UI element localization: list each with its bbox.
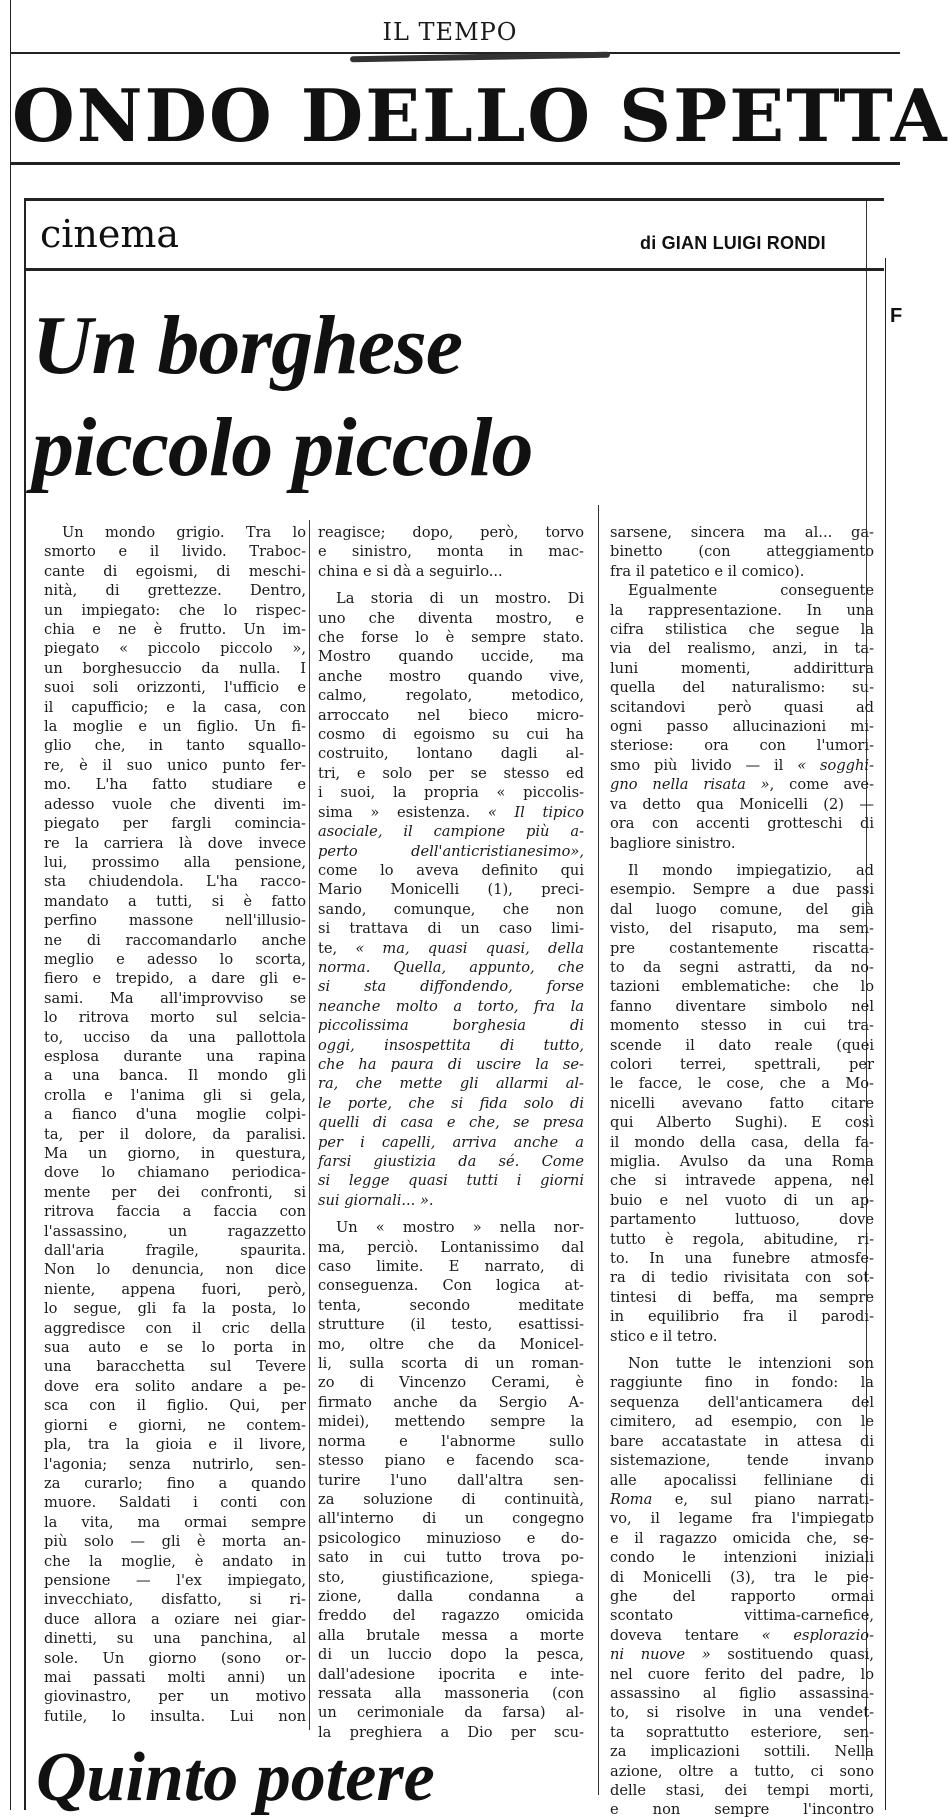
text-line: lui, prossimo alla pensione,: [44, 853, 306, 871]
section-rule: [10, 162, 900, 165]
rubric-rule-top: [24, 198, 884, 201]
text-line: azione, oltre a tutto, ci sono: [610, 1762, 874, 1780]
text-line: piegato « piccolo piccolo »,: [44, 640, 306, 658]
text-line: buio e nel vuoto di un ap-: [610, 1191, 874, 1209]
text-line: to, si risolve in una vendet-: [610, 1704, 874, 1722]
text-line: qui Alberto Sughi). E così: [610, 1114, 874, 1132]
text-line: sistemazione, tende invano: [610, 1452, 874, 1470]
text-line: ora con accenti grotteschi di: [610, 815, 874, 833]
text-line: i suoi, la propria « piccolis-: [318, 784, 584, 802]
text-line: anche mostro quando vive,: [318, 667, 584, 685]
text-line: piegato per fargli comincia-: [44, 815, 306, 833]
text-line: delle stasi, dei tempi morti,: [610, 1782, 874, 1799]
text-line: [610, 756, 874, 775]
text-line: steriose: ora con l'umori-: [610, 737, 874, 755]
text-line: za soluzione di continuità,: [318, 1490, 584, 1508]
text-line: quelli di casa e che, se presa: [318, 1114, 584, 1132]
text-line: freddo del ragazzo omicida: [318, 1607, 584, 1625]
text-line: alla brutale messa a morte: [318, 1626, 584, 1644]
headline-line: piccolo piccolo: [32, 401, 533, 494]
text-line: [610, 1490, 874, 1509]
text-line: a fianco d'una moglie colpi-: [44, 1106, 306, 1124]
text-line: uno che diventa mostro, e: [318, 609, 584, 627]
text-line: tutto è regola, abitudine, ri-: [610, 1230, 874, 1248]
text-run: sostituendo quasi,: [727, 1646, 874, 1664]
text-line: scitandovi però quasi ad: [610, 698, 874, 716]
text-line: cante di egoismi, di meschi-: [44, 562, 306, 580]
text-line: [610, 1645, 874, 1664]
text-line: strutture (il testo, esattissi-: [318, 1316, 584, 1334]
paragraph-gap: [318, 1210, 584, 1218]
text-line: la rappresentazione. In una: [610, 601, 874, 619]
text-line: dinetti, su una panchina, al: [44, 1630, 306, 1648]
text-line: esplosa durante una rapina: [44, 1047, 306, 1065]
text-line: come lo aveva definito qui: [318, 861, 584, 879]
text-line: scende il dato reale (quei: [610, 1036, 874, 1054]
text-line: zo di Vincenzo Cerami, è: [318, 1374, 584, 1392]
text-line: per i capelli, arriva anche a: [318, 1133, 584, 1151]
text-line: bare accatastate in attesa di: [610, 1432, 874, 1450]
text-line: la preghiera a Dio per scu-: [318, 1723, 584, 1741]
text-line: midei), mettendo sempre la: [318, 1413, 584, 1431]
text-line: ta soprattutto esteriore, sen-: [610, 1723, 874, 1741]
text-line: meglio e adesso lo scorta,: [44, 950, 306, 968]
text-line: sui giornali... ».: [318, 1191, 434, 1209]
column-divider: [598, 505, 599, 1795]
text-line: la moglie e un figlio. Un fi-: [44, 718, 306, 736]
section-title: ONDO DELLO SPETTA: [12, 73, 949, 158]
text-line: Ma un giorno, in questura,: [44, 1145, 306, 1162]
paragraph-gap: [610, 853, 874, 861]
text-line: lo ritrova morto sul selcia-: [44, 1009, 306, 1027]
text-line: va detto qua Monicelli (2) —: [610, 795, 874, 813]
text-line: dove era solito andare a pe-: [44, 1377, 306, 1395]
rubric-rule-bottom: [24, 268, 884, 271]
text-run: te,: [318, 939, 338, 957]
text-line: fanno diventare simbolo nel: [610, 997, 874, 1015]
column-divider: [309, 520, 310, 1730]
text-line: chia e ne è frutto. Un im-: [44, 621, 306, 639]
paragraph-gap: [318, 581, 584, 589]
text-line: piccolissima borghesia di: [318, 1017, 584, 1035]
text-line: to, ucciso da una pallottola: [44, 1028, 306, 1046]
italic-quote: Roma: [610, 1490, 653, 1508]
article-column-1: [44, 523, 306, 1726]
text-line: dall'aria fragile, spaurita.: [44, 1242, 306, 1260]
text-line: Non lo denuncia, non dice: [44, 1261, 306, 1279]
text-line: cifra stilistica che segue la: [610, 621, 874, 639]
text-line: mai passati molti anni) un: [44, 1668, 306, 1686]
text-line: quella del naturalismo: su-: [610, 679, 874, 697]
headline-line: Un borghese: [32, 299, 463, 392]
text-line: raggiunte fino in fondo: la: [610, 1374, 874, 1392]
text-line: asociale, il campione più a-: [318, 823, 584, 841]
text-line: e sinistro, monta in mac-: [318, 543, 584, 561]
text-line: pensione — l'ex impiegato,: [44, 1571, 306, 1589]
italic-quote: ni nuove »: [610, 1646, 711, 1664]
text-line: mo, oltre che da Monicel-: [318, 1335, 584, 1353]
text-line: dall'adesione ipocrita e inte-: [318, 1665, 584, 1683]
text-line: ritrova faccia a faccia con: [44, 1203, 306, 1221]
text-line: ogni passo allucinazioni mi-: [610, 718, 874, 736]
text-line: arroccato nel bieco micro-: [318, 706, 584, 724]
text-line: binetto (con atteggiamento: [610, 543, 874, 561]
adjacent-article-fragment: F: [890, 305, 903, 327]
text-line: di Monicelli (3), tra le pie-: [610, 1568, 874, 1586]
text-line: norma. Quella, appunto, che: [318, 958, 584, 976]
text-line: ne di raccomandarlo anche: [44, 931, 306, 949]
text-line: Mostro quando uccide, ma: [318, 648, 584, 666]
text-line: re la carriera là dove invece: [44, 834, 306, 852]
text-line: ra di tedio rivisitata con sot-: [610, 1269, 874, 1287]
text-line: l'agonia; senza nutrirlo, sen-: [44, 1455, 306, 1473]
rubric-label: cinema: [40, 212, 180, 256]
italic-quote: « esplorazio-: [761, 1626, 875, 1644]
text-line: sequenza dell'anticamera del: [610, 1393, 874, 1411]
text-line: Non tutte le intenzioni son: [628, 1355, 874, 1373]
text-line: un cerimoniale da farsa) al-: [318, 1704, 584, 1722]
text-line: dal luogo comune, del già: [610, 900, 874, 918]
text-line: muore. Saldati i conti con: [44, 1494, 306, 1512]
text-line: Un « mostro » nella nor-: [336, 1219, 584, 1237]
text-line: sando, comunque, che non: [318, 900, 584, 918]
text-line: la vita, ma ormai sempre: [44, 1513, 306, 1531]
article-headline: [32, 295, 532, 499]
text-line: si trattava di un caso limi-: [318, 920, 584, 938]
text-line: tintesi di beffa, ma sempre: [610, 1288, 874, 1306]
text-line: pre costantemente riscatta-: [610, 939, 874, 957]
text-line: invecchiato, disfatto, si ri-: [44, 1591, 306, 1609]
text-line: all'interno di un congegno: [318, 1510, 584, 1528]
text-line: assassino al figlio assassina-: [610, 1684, 874, 1702]
text-line: perto dell'anticristianesimo»,: [318, 842, 584, 860]
italic-quote: gno nella risata »: [610, 776, 770, 794]
text-line: [318, 803, 584, 822]
text-line: stico e il tetro.: [610, 1327, 718, 1345]
text-line: sto, giustificazione, spiega-: [318, 1568, 584, 1586]
text-line: to. In una funebre atmosfe-: [610, 1250, 874, 1268]
text-line: li, sulla scorta di un roman-: [318, 1355, 584, 1373]
text-line: ma, perciò. Lontanissimo dal: [318, 1238, 584, 1256]
text-line: oggi, insospettita di tutto,: [318, 1036, 584, 1054]
text-line: sua auto e se lo porta in: [44, 1339, 306, 1357]
text-line: ra, che mette gli allarmi al-: [318, 1075, 584, 1093]
text-line: fra il patetico e il comico).: [610, 562, 805, 580]
text-line: conseguenza. Con logica at-: [318, 1277, 584, 1295]
text-line: sta chiudendola. L'ha racco-: [44, 873, 306, 891]
text-line: che la moglie, è andato in: [44, 1552, 306, 1570]
text-line: sole. Un giorno (sono or-: [44, 1649, 306, 1667]
text-line: tri, e solo per se stesso ed: [318, 764, 584, 782]
text-line: una baracchetta sul Tevere: [44, 1358, 306, 1376]
text-line: il capufficio; e la casa, con: [44, 698, 306, 716]
text-line: farsi giustizia da sé. Come: [318, 1153, 584, 1170]
text-line: mente per dei confronti, si: [44, 1183, 306, 1201]
right-border-rule: [885, 258, 886, 1810]
text-line: Mario Monicelli (1), preci-: [318, 881, 584, 899]
text-line: norma e l'abnorme sullo: [318, 1432, 584, 1450]
text-line: Egualmente conseguente: [628, 582, 874, 600]
text-line: un borghesuccio da nulla. I: [44, 659, 306, 677]
text-run: e, sul piano narrati-: [674, 1490, 875, 1508]
text-line: [318, 939, 584, 958]
text-line: giorni e giorni, ne contem-: [44, 1416, 306, 1434]
text-line: vo, il legame fra l'impiegato: [610, 1510, 874, 1528]
text-line: cimitero, ad esempio, con le: [610, 1413, 874, 1431]
text-line: pla, tra la gioia e il livore,: [44, 1436, 306, 1454]
text-line: tenta, secondo meditate: [318, 1296, 584, 1314]
text-line: aggredisce con il cric della: [44, 1319, 306, 1337]
text-line: ghe del rapporto ormai: [610, 1587, 874, 1605]
text-line: reagisce; dopo, però, torvo: [318, 524, 584, 541]
text-line: a una banca. Il mondo gli: [44, 1067, 306, 1085]
text-line: partamento luttuoso, dove: [610, 1211, 874, 1229]
text-line: Il mondo impiegatizio, ad: [628, 861, 874, 879]
text-line: sami. Ma all'improvviso se: [44, 989, 306, 1007]
text-line: smorto e il livido. Traboc-: [44, 543, 306, 561]
text-line: mandato a tutti, si è fatto: [44, 892, 306, 910]
text-line: alle apocalissi felliniane di: [610, 1471, 874, 1489]
text-line: miglia. Avulso da una Roma: [610, 1153, 874, 1170]
text-run: , come ave-: [769, 776, 875, 794]
text-line: le porte, che si fida solo di: [318, 1094, 584, 1112]
text-line: costruito, lontano dagli al-: [318, 745, 584, 763]
text-line: duce allora a oziare nei giar-: [44, 1610, 306, 1628]
text-line: [610, 775, 874, 794]
text-line: fiero e trepido, a dare gli e-: [44, 970, 306, 988]
text-line: psicologico minuzioso e do-: [318, 1529, 584, 1547]
text-line: ta, per il dolore, da paralisi.: [44, 1125, 306, 1143]
text-line: to da segni astratti, da no-: [610, 958, 874, 976]
text-line: perfino massone nell'illusio-: [44, 912, 306, 930]
text-line: cosmo di egoismo su cui ha: [318, 726, 584, 744]
left-inner-rule: [24, 200, 26, 1810]
text-line: dove lo chiamano periodica-: [44, 1164, 306, 1182]
text-line: re, è il suo unico punto fer-: [44, 756, 306, 774]
text-line: giovinastro, per un motivo: [44, 1688, 306, 1706]
text-line: sato in cui tutto trova po-: [318, 1549, 584, 1567]
text-run: doveva tentare: [610, 1626, 739, 1644]
text-line: momento stesso in cui tra-: [610, 1017, 874, 1035]
text-line: e il ragazzo omicida che, se-: [610, 1529, 874, 1547]
text-line: visto, del risaputo, ma sem-: [610, 920, 874, 938]
text-line: za implicazioni sottili. Nella: [610, 1743, 874, 1761]
text-line: un impiegato: che lo rispec-: [44, 601, 306, 619]
text-line: firmato anche da Sergio A-: [318, 1393, 584, 1411]
text-line: nità, di grettezze. Dentro,: [44, 582, 306, 600]
text-line: crolla e l'anima gli si gela,: [44, 1086, 306, 1104]
text-line: sca con il figlio. Qui, per: [44, 1397, 306, 1415]
newspaper-name: IL TEMPO: [382, 18, 518, 46]
text-line: [610, 1626, 874, 1645]
text-run: smo più livido — il: [610, 756, 784, 774]
paragraph-gap: [610, 1346, 874, 1354]
text-line: le facce, le cose, che a Mo-: [610, 1075, 874, 1093]
text-run: sima » esistenza.: [318, 803, 471, 821]
text-line: La storia di un mostro. Di: [336, 590, 584, 608]
text-line: il mondo della casa, della fa-: [610, 1133, 874, 1151]
text-line: caso limite. E narrato, di: [318, 1258, 584, 1276]
article-column-3: [610, 523, 874, 1820]
text-line: Un mondo grigio. Tra lo: [62, 524, 306, 541]
text-line: glio che, in tanto squallo-: [44, 737, 306, 755]
text-line: turire l'uno dall'altra sen-: [318, 1471, 584, 1489]
italic-quote: « Il tipico: [487, 803, 585, 821]
text-line: zione, dalla condanna a: [318, 1587, 584, 1605]
next-article-headline: Quinto potere: [36, 1739, 435, 1816]
text-line: futile, lo insulta. Lui non: [44, 1707, 306, 1725]
text-line: nicelli avevano fatto citare: [610, 1094, 874, 1112]
text-line: scontato vittima-carnefice,: [610, 1607, 874, 1625]
text-line: stesso piano e facendo sca-: [318, 1452, 584, 1470]
text-line: via del realismo, anzi, in ta-: [610, 640, 874, 658]
text-line: luni momenti, addirittura: [610, 659, 874, 677]
text-line: sarsene, sincera ma al... ga-: [610, 524, 874, 541]
text-line: tazioni emblematiche: che lo: [610, 978, 874, 996]
text-line: suoi soli orizzonti, l'ufficio e: [44, 679, 306, 697]
text-line: za curarlo; fino a quando: [44, 1474, 306, 1492]
text-line: che si intravede appena, nel: [610, 1172, 874, 1190]
text-line: esempio. Sempre a due passi: [610, 881, 874, 899]
text-line: più solo — gli è morta an-: [44, 1533, 306, 1551]
italic-quote: « ma, quasi quasi, della: [355, 939, 585, 957]
text-line: di un luccio dopo la pesca,: [318, 1646, 584, 1664]
text-line: adesso vuole che diventi im-: [44, 795, 306, 813]
text-line: l'assassino, un ragazzetto: [44, 1222, 306, 1240]
text-line: calmo, regolato, metodico,: [318, 687, 584, 705]
text-line: ressata alla massoneria (con: [318, 1684, 584, 1702]
italic-quote: « sogghi-: [797, 756, 874, 774]
text-line: e non sempre l'incontro: [610, 1801, 874, 1819]
text-line: lo segue, gli fa la posta, lo: [44, 1300, 306, 1318]
article-column-2: [318, 523, 584, 1742]
text-line: china e si dà a seguirlo...: [318, 562, 503, 580]
text-line: condo le intenzioni iniziali: [610, 1549, 874, 1567]
text-line: in equilibrio fra il parodi-: [610, 1308, 874, 1326]
left-border-rule: [10, 0, 11, 1810]
text-line: colori terrei, spettrali, per: [610, 1055, 874, 1073]
text-line: si legge quasi tutti i giorni: [318, 1172, 584, 1190]
text-line: che ha paura di uscire la se-: [318, 1055, 584, 1073]
byline: di GIAN LUIGI RONDI: [640, 233, 826, 253]
text-line: si sta diffondendo, forse: [318, 978, 584, 996]
text-line: neanche molto a torto, fra la: [318, 997, 584, 1015]
text-line: mo. L'ha fatto studiare e: [44, 776, 306, 794]
text-line: niente, appena fuori, però,: [44, 1280, 306, 1298]
text-line: bagliore sinistro.: [610, 834, 736, 852]
text-line: che forse lo è sempre stato.: [318, 629, 584, 647]
text-line: nel cuore ferito del padre, lo: [610, 1665, 874, 1683]
